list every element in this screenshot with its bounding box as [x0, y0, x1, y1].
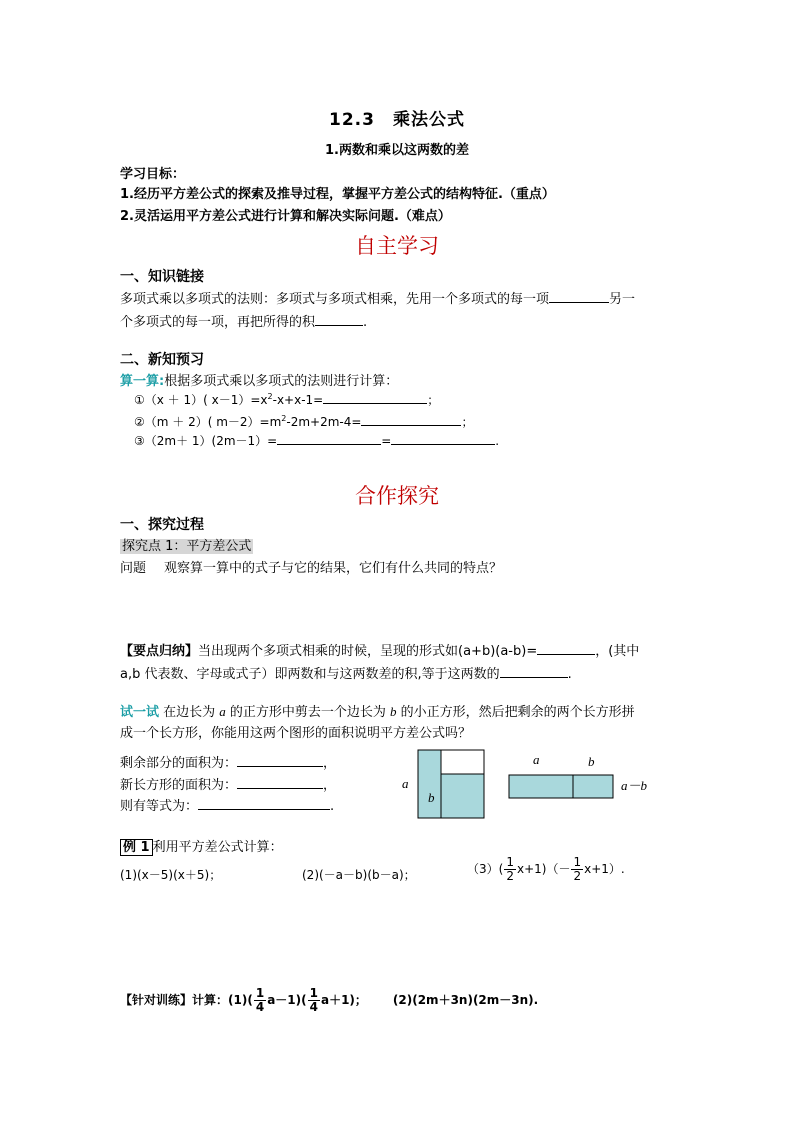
trial-line-2: 成一个长方形，你能用这两个图形的面积说明平方差公式吗？ — [120, 726, 472, 741]
example-heading — [120, 836, 283, 855]
example-problem-3 — [467, 856, 625, 883]
label-a-top: a — [533, 752, 540, 767]
knowledge-heading: 一、知识链接 — [120, 269, 204, 285]
section-heading-cooperative: 合作探究 — [355, 484, 439, 508]
example-intro: 利用平方差公式计算： — [152, 840, 283, 855]
example-label: 例 1 — [120, 839, 153, 856]
explore-heading: 一、探究过程 — [120, 517, 204, 533]
knowledge-line-2 — [120, 311, 367, 330]
fill-label: 新长方形的面积为： — [120, 778, 238, 793]
numerator: 1 — [255, 986, 265, 1000]
summary-label: 【要点归纳】 — [120, 644, 199, 659]
fill-blank[interactable] — [537, 642, 595, 655]
numerator: 1 — [573, 855, 582, 869]
section-heading-self-study: 自主学习 — [355, 234, 439, 258]
eq-sup: 2 — [281, 414, 287, 423]
question-text: 观察算一算中的式子与它的结果，它们有什么共同的特点？ — [164, 561, 503, 576]
summary-text: . — [567, 667, 572, 682]
training-text: 计算：(1)( — [192, 993, 253, 1007]
trial-fill-3 — [120, 795, 334, 814]
goals-heading: 学习目标： — [120, 167, 186, 182]
knowledge-text: 多项式乘以多项式的法则：多项式与多项式相乘，先用一个多项式的每一项 — [120, 292, 550, 307]
summary-line-2 — [120, 663, 572, 682]
denominator: 4 — [309, 1000, 318, 1014]
preview-equation-2 — [134, 413, 473, 430]
summary-line-1 — [120, 640, 639, 659]
preview-intro-line — [120, 370, 398, 389]
label-a: a — [402, 776, 409, 791]
eq-sup: 2 — [267, 392, 273, 401]
punct: . — [330, 799, 335, 814]
training-line — [120, 987, 538, 1014]
fraction-quarter — [254, 987, 266, 1014]
eq-text: ； — [427, 393, 440, 407]
fill-label: 剩余部分的面积为： — [120, 756, 238, 771]
preview-equation-1 — [134, 391, 439, 408]
fraction-half — [571, 856, 583, 883]
numerator: 1 — [309, 986, 318, 1000]
preview-heading: 二、新知预习 — [120, 352, 204, 368]
preview-intro: 根据多项式乘以多项式的法则进行计算： — [164, 374, 399, 389]
trial-fill-2 — [120, 774, 336, 793]
left-strip — [418, 750, 441, 818]
label-b: b — [428, 790, 435, 805]
fill-blank[interactable] — [500, 665, 568, 678]
knowledge-line-1 — [120, 288, 635, 307]
punct: ， — [323, 778, 337, 793]
fill-blank[interactable] — [315, 313, 363, 326]
fill-label: 则有等式为： — [120, 799, 199, 814]
label-a-minus-b: a－b — [621, 778, 648, 793]
calc-label: 算一算: — [120, 374, 165, 389]
trial-label: 试一试 — [120, 705, 160, 720]
numerator: 1 — [506, 855, 514, 869]
preview-equation-3 — [134, 432, 499, 449]
eq-text: ； — [461, 415, 474, 429]
training-text: a＋1)； — [320, 993, 367, 1007]
example-problem-1: (1)(x－5)(x＋5)； — [120, 868, 222, 882]
var-b: b — [390, 704, 397, 719]
trial-fill-1 — [120, 752, 336, 771]
goal-item-2: 2.灵活运用平方差公式进行计算和解决实际问题.（难点） — [120, 209, 451, 224]
trial-line-1 — [120, 701, 635, 720]
rectangle-figure — [509, 752, 648, 798]
denominator: 2 — [573, 869, 582, 883]
summary-text: 当出现两个多项式相乘的时候，呈现的形式如(a+b)(a-b)= — [198, 644, 538, 659]
page-subtitle: 1.两数和乘以这两数的差 — [325, 143, 469, 158]
summary-text: a,b 代表数、字母或式子）即两数和与这两数差的积,等于这两数的 — [120, 667, 500, 682]
bottom-right-strip — [441, 774, 484, 818]
p3-text: x+1)（－ — [516, 862, 571, 876]
trial-text: 的正方形中剪去一个边长为 — [225, 705, 391, 720]
knowledge-text: 个多项式的每一项，再把所得的积 — [120, 315, 316, 330]
area-figure — [395, 748, 665, 824]
fill-blank[interactable] — [237, 754, 323, 767]
page-title: 12.3 乘法公式 — [329, 110, 465, 130]
trial-text: 的小正方形，然后把剩余的两个长方形拼 — [396, 705, 635, 720]
fill-blank[interactable] — [391, 432, 495, 445]
explore-point-label: 探究点 1：平方差公式 — [122, 539, 252, 554]
punct: ， — [323, 756, 337, 771]
question-label: 问题 — [120, 561, 147, 576]
denominator: 2 — [506, 869, 514, 883]
eq-text: -2m+2m-4= — [286, 415, 362, 429]
p3-text: x+1）. — [584, 862, 625, 876]
var-a: a — [219, 704, 226, 719]
p3-text: （3）( — [467, 862, 504, 876]
eq-text: ①（x ＋ 1）( x－1）=x — [134, 393, 268, 407]
new-rectangle — [509, 775, 613, 798]
eq-text: ③（2m＋ 1）(2m－1）= — [134, 434, 278, 448]
fill-blank[interactable] — [361, 413, 461, 426]
eq-text: = — [381, 434, 392, 448]
training-text: a－1)( — [267, 993, 307, 1007]
denominator: 4 — [255, 1000, 265, 1014]
knowledge-text: 另一 — [609, 292, 636, 307]
explore-point — [120, 535, 253, 554]
square-figure — [402, 750, 484, 818]
fill-blank[interactable] — [277, 432, 381, 445]
label-b-top: b — [588, 754, 595, 769]
training-label: 【针对训练】 — [120, 993, 193, 1007]
goal-item-1: 1.经历平方差公式的探索及推导过程，掌握平方差公式的结构特征.（重点） — [120, 187, 555, 202]
summary-text: ，(其中 — [595, 644, 640, 659]
fill-blank[interactable] — [198, 797, 330, 810]
knowledge-text: . — [363, 315, 368, 330]
fill-blank[interactable] — [549, 290, 609, 303]
explore-question — [120, 557, 502, 576]
training-text: (2)(2m＋3n)(2m－3n). — [392, 993, 539, 1007]
fraction-half — [504, 856, 516, 883]
trial-text: 在边长为 — [159, 705, 220, 720]
eq-text: ②（m ＋ 2）( m－2）=m — [134, 415, 282, 429]
eq-text: . — [495, 434, 500, 448]
eq-text: -x+x-1= — [272, 393, 324, 407]
fraction-quarter — [308, 987, 320, 1014]
fill-blank[interactable] — [323, 391, 427, 404]
fill-blank[interactable] — [237, 776, 323, 789]
example-problem-2: (2)(－a－b)(b－a)； — [302, 868, 416, 882]
